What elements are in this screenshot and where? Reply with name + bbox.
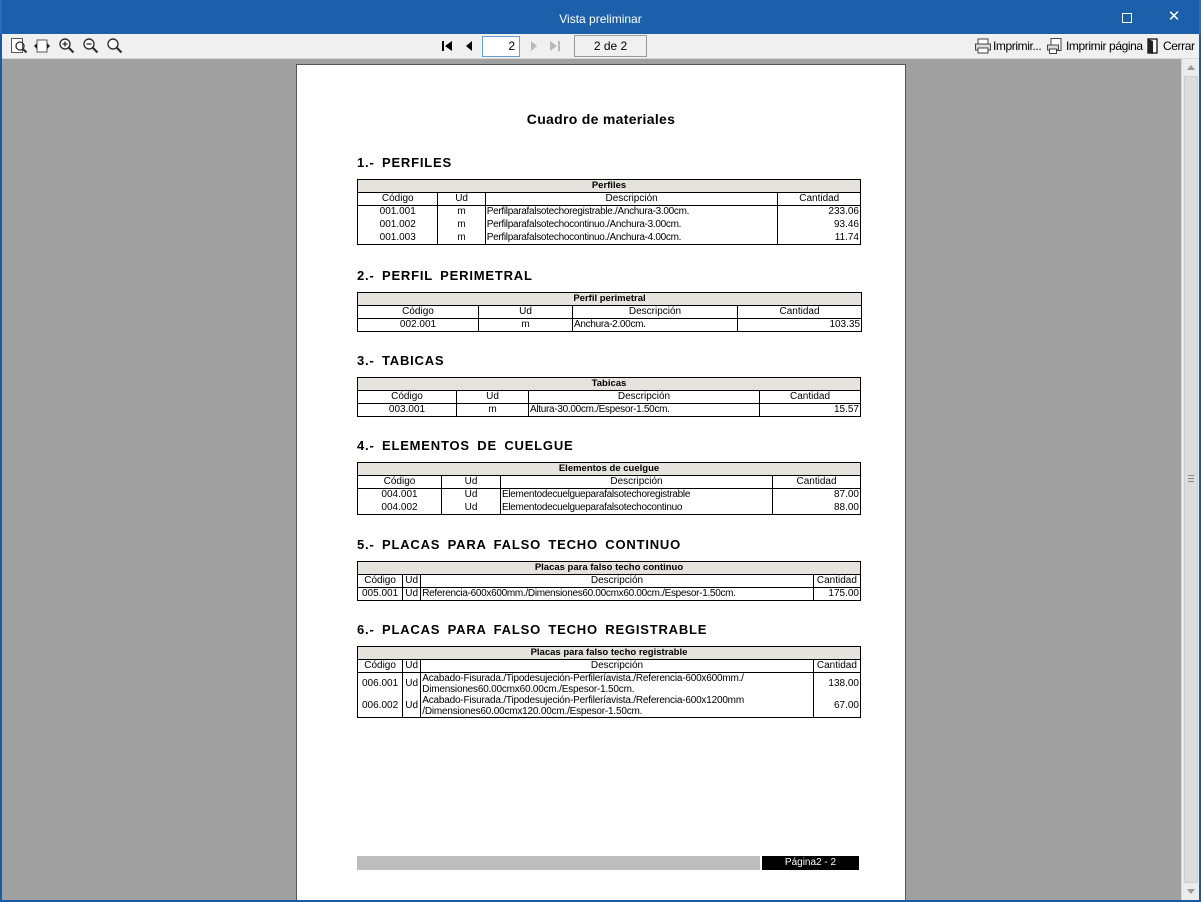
scroll-up-icon[interactable] [1187, 65, 1195, 70]
unit-cell: m [479, 319, 573, 332]
code-cell: 006.002 [358, 695, 403, 718]
quantity-cell: 67.00 [813, 695, 860, 718]
column-header: Ud [442, 476, 501, 489]
table-row [358, 219, 861, 232]
close-icon: ✕ [1167, 8, 1181, 25]
section-heading: 4.- ELEMENTOS DE CUELGUE [357, 438, 574, 453]
unit-cell: m [438, 232, 485, 245]
unit-cell: Ud [403, 673, 421, 696]
materials-table [357, 646, 861, 718]
description-cell: Perfilparafalsotechocontinuo./Anchura-3.00cm. [485, 219, 778, 232]
quantity-cell: 93.46 [778, 219, 861, 232]
section-4 [357, 438, 862, 515]
column-header: Descripción [421, 575, 814, 588]
vertical-scrollbar[interactable] [1181, 59, 1199, 900]
column-header: Cantidad [813, 660, 860, 673]
materials-table [357, 179, 861, 245]
column-header: Cantidad [773, 476, 861, 489]
section-5 [357, 537, 862, 601]
code-cell: 001.003 [358, 232, 438, 245]
section-heading: 3.- TABICAS [357, 353, 445, 368]
table-row [358, 588, 861, 601]
close-preview-button[interactable]: Cerrar [1163, 39, 1195, 53]
table-caption: Perfil perimetral [358, 293, 862, 306]
description-cell: Acabado-Fisurada./Tipodesujeción-Perfileríavista./Referencia-600x1200mm /Dimensiones60.00cmx120.00cm./Espesor-1.50cm. [421, 695, 814, 718]
footer-page-number: Página2 - 2 [762, 856, 859, 870]
description-cell: Elementodecuelgueparafalsotechocontinuo [501, 502, 773, 515]
quantity-cell: 15.57 [760, 404, 861, 417]
table-row [358, 502, 861, 515]
column-header: Cantidad [760, 391, 861, 404]
table-row [358, 673, 861, 696]
quantity-cell: 87.00 [773, 489, 861, 502]
code-cell: 004.002 [358, 502, 442, 515]
column-header: Código [358, 193, 438, 206]
scroll-grip-icon [1188, 475, 1194, 482]
scroll-down-icon[interactable] [1187, 889, 1195, 894]
preview-viewport [2, 59, 1181, 900]
quantity-cell: 233.06 [778, 206, 861, 219]
section-2 [357, 268, 862, 332]
code-cell: 003.001 [358, 404, 457, 417]
current-page-input[interactable]: 2 [482, 36, 520, 57]
column-header: Ud [438, 193, 485, 206]
column-header: Cantidad [738, 306, 862, 319]
column-header: Código [358, 575, 403, 588]
unit-cell: Ud [403, 695, 421, 718]
table-caption: Tabicas [358, 378, 861, 391]
unit-cell: m [438, 219, 485, 232]
code-cell: 004.001 [358, 489, 442, 502]
section-heading: 2.- PERFIL PERIMETRAL [357, 268, 533, 283]
zoom-out-icon[interactable] [82, 37, 100, 55]
unit-cell: Ud [442, 489, 501, 502]
title-bar [0, 0, 1201, 34]
section-heading: 1.- PERFILES [357, 155, 452, 170]
materials-table [357, 561, 861, 601]
materials-table [357, 377, 861, 417]
print-page-button[interactable]: Imprimir página [1066, 39, 1143, 53]
table-row [358, 206, 861, 219]
zoom-width-icon[interactable] [33, 37, 51, 55]
table-row [358, 695, 861, 718]
column-header: Descripción [485, 193, 778, 206]
column-header: Descripción [501, 476, 773, 489]
description-cell: Elementodecuelgueparafalsotechoregistrable [501, 489, 773, 502]
section-heading: 6.- PLACAS PARA FALSO TECHO REGISTRABLE [357, 622, 708, 637]
column-header: Descripción [529, 391, 760, 404]
column-header: Código [358, 660, 403, 673]
zoom-reset-icon[interactable] [106, 37, 124, 55]
code-cell: 005.001 [358, 588, 403, 601]
column-header: Código [358, 306, 479, 319]
table-row [358, 404, 861, 417]
unit-cell: m [438, 206, 485, 219]
column-header: Descripción [421, 660, 814, 673]
unit-cell: Ud [403, 588, 421, 601]
column-header: Ud [403, 575, 421, 588]
quantity-cell: 11.74 [778, 232, 861, 245]
first-page-icon[interactable] [440, 38, 454, 54]
maximize-icon [1122, 13, 1132, 23]
previous-page-icon[interactable] [462, 38, 476, 54]
code-cell: 001.002 [358, 219, 438, 232]
exit-door-icon [1145, 37, 1163, 55]
next-page-icon[interactable] [527, 38, 541, 54]
description-cell: Acabado-Fisurada./Tipodesujeción-Perfileríavista./Referencia-600x600mm./ Dimensiones60.00cmx60.00cm./Espesor-1.50cm. [421, 673, 814, 696]
column-header: Código [358, 476, 442, 489]
scroll-thumb[interactable] [1184, 76, 1198, 883]
print-page-icon [1046, 37, 1064, 55]
column-header: Código [358, 391, 457, 404]
column-header: Ud [403, 660, 421, 673]
table-row [358, 489, 861, 502]
document-page [296, 64, 906, 900]
quantity-cell: 138.00 [813, 673, 860, 696]
close-window-button[interactable] [1159, 6, 1189, 28]
column-header: Cantidad [778, 193, 861, 206]
last-page-icon[interactable] [548, 38, 562, 54]
column-header: Ud [457, 391, 529, 404]
description-cell: Referencia-600x600mm./Dimensiones60.00cmx60.00cm./Espesor-1.50cm. [421, 588, 814, 601]
quantity-cell: 175.00 [813, 588, 860, 601]
quantity-cell: 88.00 [773, 502, 861, 515]
maximize-button[interactable] [1112, 6, 1142, 28]
code-cell: 006.001 [358, 673, 403, 696]
code-cell: 002.001 [358, 319, 479, 332]
unit-cell: Ud [442, 502, 501, 515]
column-header: Cantidad [813, 575, 860, 588]
document-title: Cuadro de materiales [526, 111, 676, 127]
column-header: Ud [479, 306, 573, 319]
table-caption: Elementos de cuelgue [358, 463, 861, 476]
materials-table [357, 292, 862, 332]
section-heading: 5.- PLACAS PARA FALSO TECHO CONTINUO [357, 537, 682, 552]
zoom-page-icon[interactable] [10, 37, 28, 55]
description-cell: Perfilparafalsotechocontinuo./Anchura-4.00cm. [485, 232, 778, 245]
table-caption: Placas para falso techo continuo [358, 562, 861, 575]
section-6 [357, 622, 862, 718]
table-caption: Placas para falso techo registrable [358, 647, 861, 660]
quantity-cell: 103.35 [738, 319, 862, 332]
description-cell: Perfilparafalsotechoregistrable./Anchura-3.00cm. [485, 206, 778, 219]
section-3 [357, 353, 862, 417]
code-cell: 001.001 [358, 206, 438, 219]
zoom-in-icon[interactable] [58, 37, 76, 55]
table-row [358, 232, 861, 245]
footer-bar [357, 856, 760, 870]
column-header: Descripción [573, 306, 738, 319]
materials-table [357, 462, 861, 515]
unit-cell: m [457, 404, 529, 417]
window-title: Vista preliminar [559, 12, 642, 26]
print-button[interactable]: Imprimir... [993, 39, 1042, 53]
section-1 [357, 155, 862, 245]
table-row [358, 319, 862, 332]
description-cell: Altura-30.00cm./Espesor-1.50cm. [529, 404, 760, 417]
page-count: 2 de 2 [574, 35, 647, 57]
table-caption: Perfiles [358, 180, 861, 193]
toolbar [2, 34, 1199, 59]
description-cell: Anchura-2.00cm. [573, 319, 738, 332]
printer-icon [974, 37, 992, 55]
